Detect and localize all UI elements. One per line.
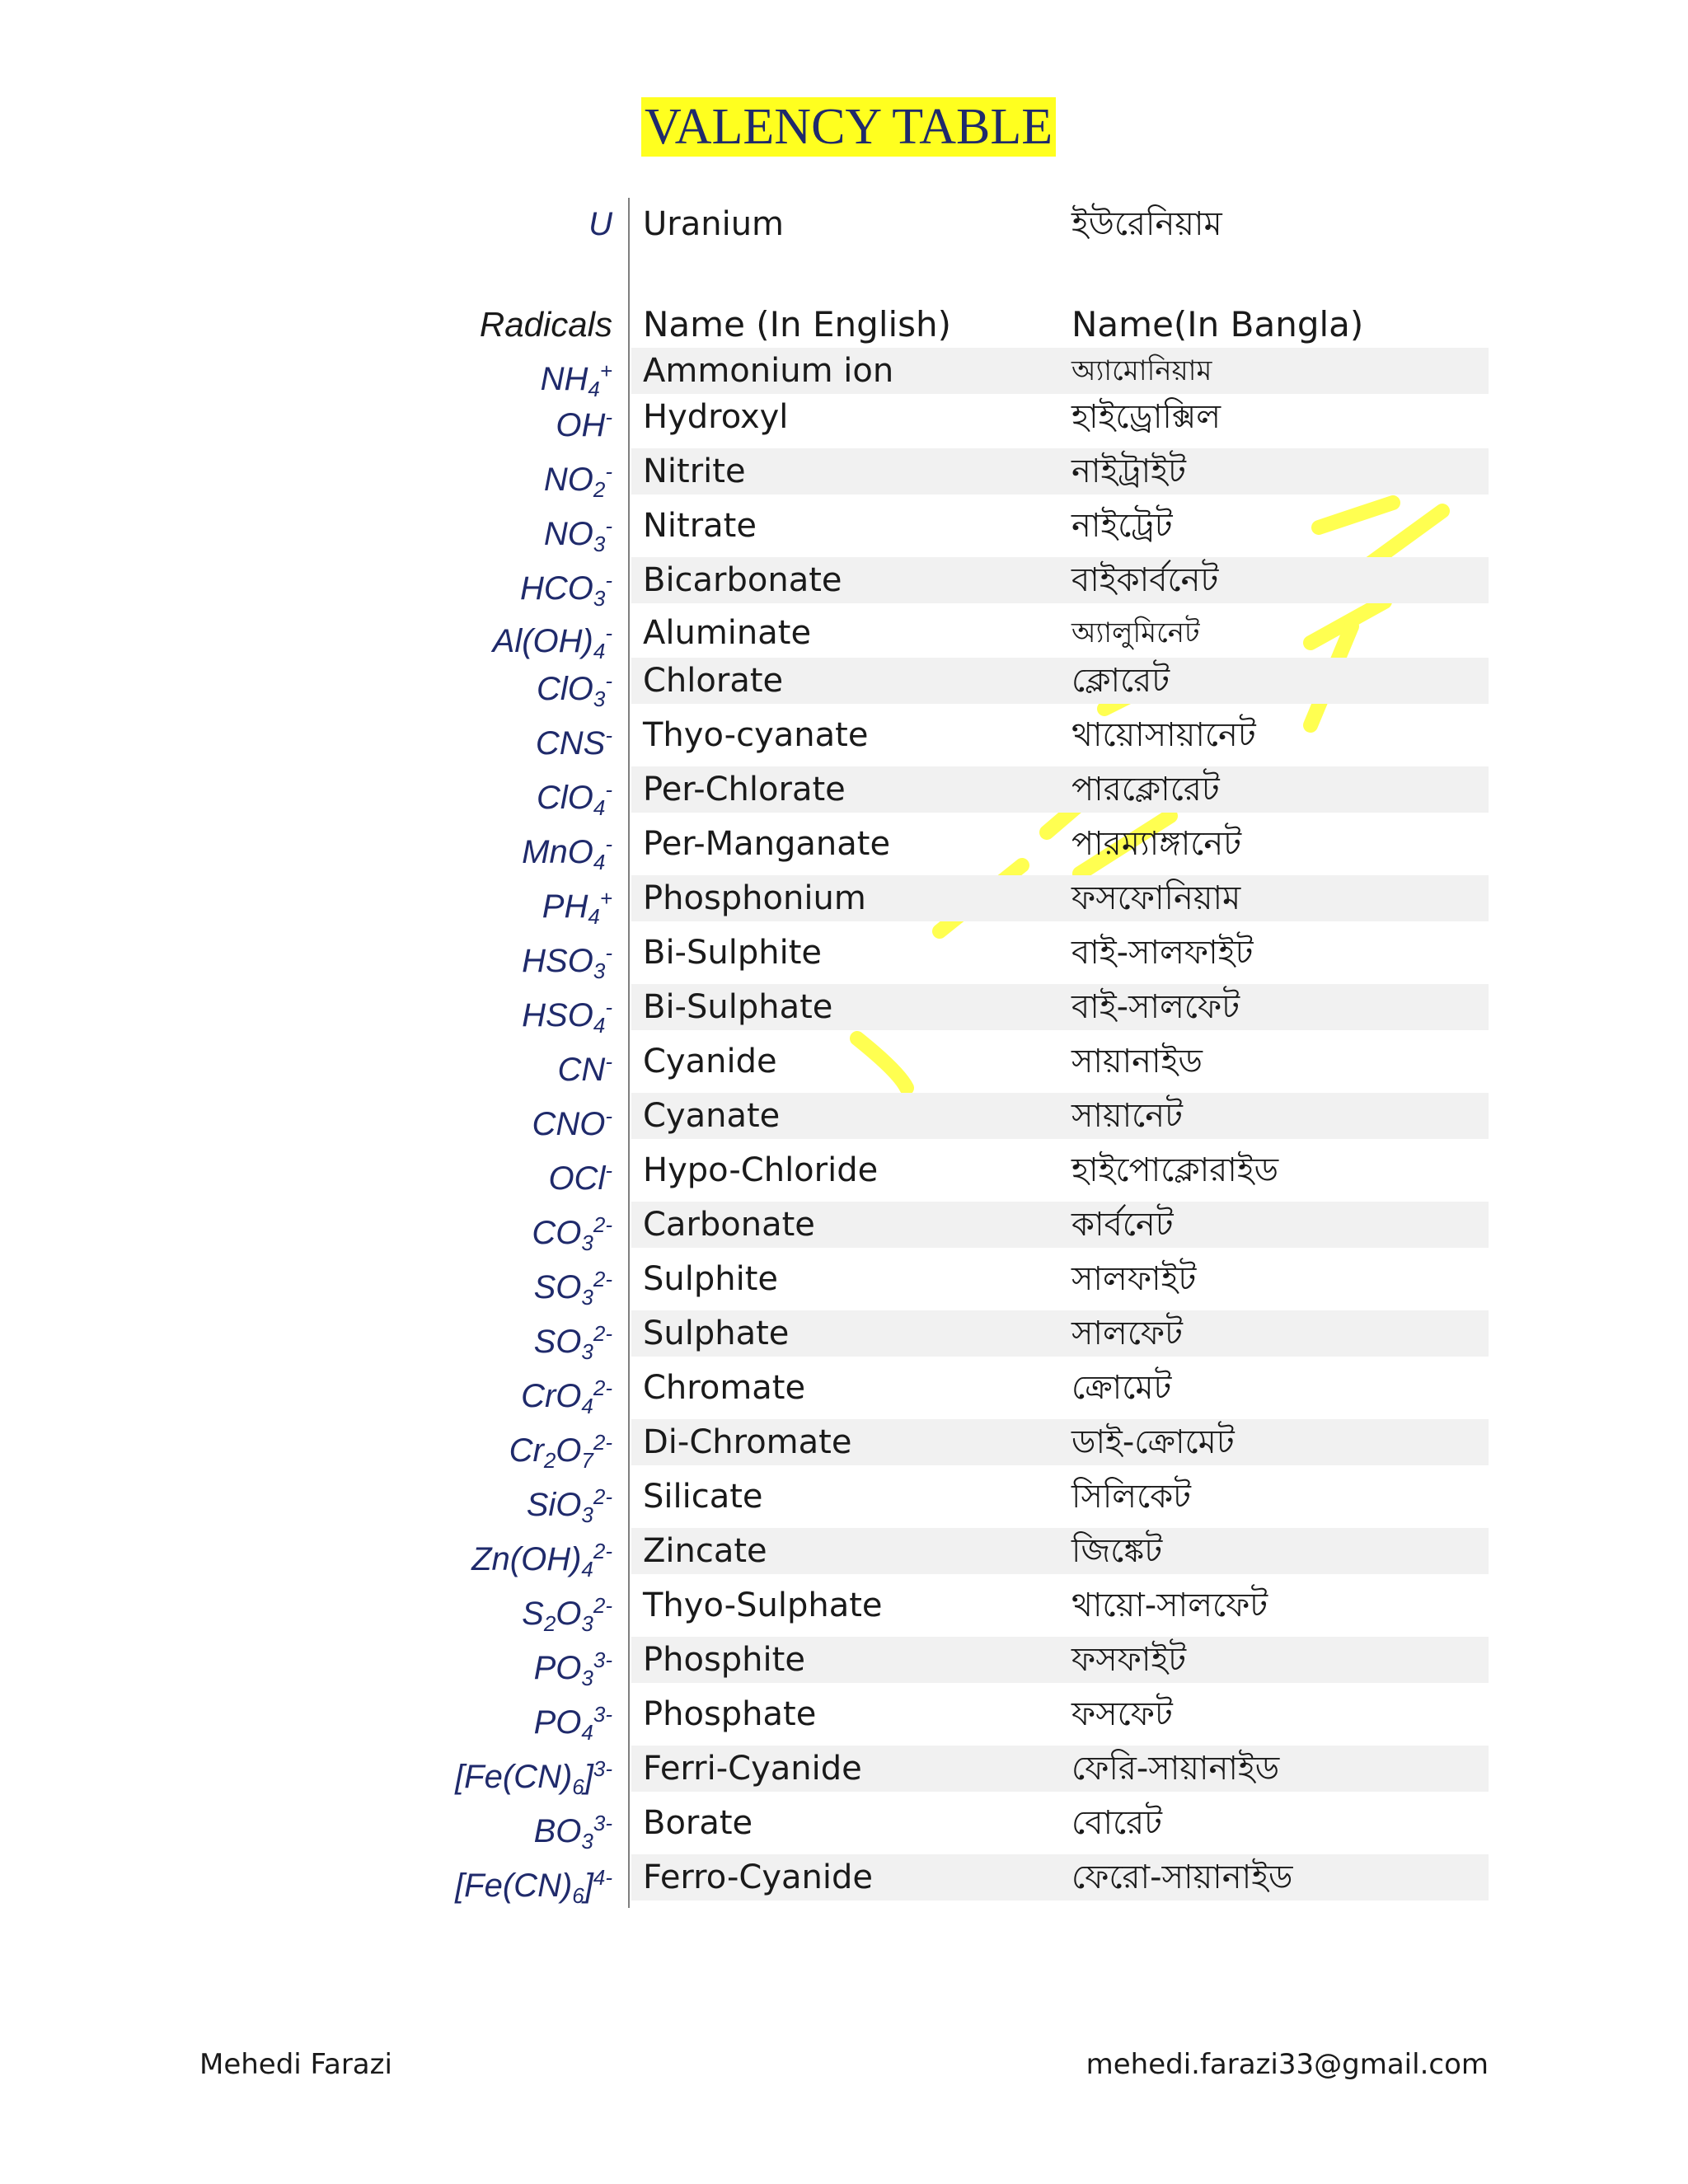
radical-formula (521, 1365, 612, 1418)
english-name: Nitrate (643, 507, 757, 545)
english-name: Per-Chlorate (643, 771, 846, 808)
bangla-name: ফসফেট (1071, 1695, 1173, 1733)
bangla-name: অ্যামোনিয়াম (1071, 354, 1212, 387)
formula-sub: 6 (572, 1883, 584, 1908)
english-name: Chromate (643, 1369, 806, 1407)
formula-base: S (522, 1596, 544, 1632)
radical-formula (455, 1746, 612, 1799)
radical-formula (519, 557, 612, 611)
table-row (0, 610, 1688, 664)
radical-formula (492, 610, 612, 663)
radical-formula (533, 1256, 612, 1310)
bangla-name: সিলিকেট (1071, 1478, 1191, 1516)
formula-sub: 4 (593, 1013, 606, 1038)
table-row (0, 1202, 1688, 1256)
formula-sup: - (605, 1049, 612, 1074)
table-row (0, 448, 1688, 503)
formula-base2: ] (584, 1868, 593, 1904)
english-name: Aluminate (643, 614, 812, 652)
english-name: Di-Chromate (643, 1423, 852, 1461)
formula-sub: 3 (593, 958, 606, 983)
radical-formula (471, 1528, 612, 1582)
radical-formula (543, 448, 612, 502)
english-name: Hypo-Chloride (643, 1151, 879, 1189)
english-name: Hydroxyl (643, 398, 789, 436)
formula-sup: 2- (593, 1539, 612, 1563)
formula-base: PO (533, 1650, 582, 1686)
english-name: Phosphate (643, 1695, 817, 1733)
english-name: Phosphite (643, 1641, 805, 1679)
bangla-name: জিঙ্কেট (1071, 1532, 1163, 1570)
row-background (631, 503, 1489, 549)
formula-base: NO (543, 462, 593, 498)
radical-formula (543, 503, 612, 556)
table-row (0, 1419, 1688, 1474)
english-name: Phosphonium (643, 879, 866, 917)
formula-sup: - (605, 568, 612, 593)
english-name: Bicarbonate (643, 561, 842, 599)
formula-base2: O (556, 1432, 582, 1469)
formula-sub: 2 (593, 477, 606, 502)
formula-sup: 2- (593, 1376, 612, 1400)
formula-base: BO (533, 1813, 582, 1849)
table-row (0, 1582, 1688, 1637)
page-title: VALENCY TABLE (641, 97, 1056, 157)
radical-formula (526, 1474, 612, 1527)
english-name: Ammonium ion (643, 352, 894, 390)
table-row (0, 658, 1688, 712)
bangla-name: কার্বনেট (1071, 1206, 1174, 1244)
row-background (631, 1800, 1489, 1846)
formula-sup: 3- (593, 1756, 612, 1781)
formula-sup: - (605, 777, 612, 802)
formula-sub: 3 (593, 586, 606, 611)
english-name: Bi-Sulphate (643, 988, 833, 1026)
english-name: Ferri-Cyanide (643, 1750, 862, 1788)
english-name: Cyanate (643, 1097, 781, 1135)
bangla-name: সালফেট (1071, 1315, 1183, 1352)
formula-sup: + (599, 359, 612, 383)
bangla-name: ফসফোনিয়াম (1071, 879, 1241, 917)
table-row (0, 1800, 1688, 1854)
formula-sub: 3 (593, 687, 606, 711)
english-name: Borate (643, 1804, 753, 1842)
formula-sup: 3- (593, 1647, 612, 1672)
radical-formula (532, 1093, 612, 1142)
bangla-name: থায়োসায়ানেট (1071, 716, 1256, 754)
formula-sup: - (605, 995, 612, 1019)
bangla-name: বাইকার্বনেট (1071, 561, 1219, 599)
header-radicals: Radicals (479, 305, 612, 344)
formula-sup: 2- (593, 1321, 612, 1346)
table-row (0, 1691, 1688, 1746)
formula-base: HSO (522, 943, 593, 979)
radical-formula (548, 1147, 612, 1197)
formula-base: HCO (519, 570, 593, 607)
formula-sup: - (605, 832, 612, 856)
bangla-name: পারম্যাঙ্গানেট (1071, 825, 1242, 863)
english-name: Bi-Sulphite (643, 934, 822, 972)
formula-sub: 2 (543, 1448, 556, 1473)
formula-base: Zn(OH) (471, 1541, 582, 1577)
footer-email: mehedi.farazi33@gmail.com (1085, 2048, 1489, 2081)
table-row (0, 394, 1688, 448)
table-row (0, 766, 1688, 821)
formula-sup: - (605, 513, 612, 538)
formula-base2: ] (584, 1759, 593, 1795)
formula-sub: 6 (572, 1774, 584, 1799)
formula-base: [Fe(CN) (455, 1868, 573, 1904)
table-row (0, 503, 1688, 557)
table-row (0, 1854, 1688, 1909)
table-row (0, 557, 1688, 612)
radical-formula (522, 984, 612, 1038)
formula-sub: 4 (581, 1557, 593, 1582)
formula-base: ClO (536, 780, 593, 816)
formula-base: NH (540, 361, 588, 397)
english-name: Nitrite (643, 452, 746, 490)
radical-formula (532, 1202, 612, 1255)
english-name: Zincate (643, 1532, 767, 1570)
formula-base: Cr (509, 1432, 544, 1469)
english-name: Chlorate (643, 662, 784, 700)
formula-sup: 2- (593, 1430, 612, 1455)
radical-formula (533, 1800, 612, 1854)
formula-sup: 2- (593, 1212, 612, 1237)
bangla-name: সায়ানাইড (1071, 1043, 1203, 1080)
symbol-cell: U (588, 206, 612, 242)
formula-sub: 4 (588, 377, 600, 401)
table-row (0, 1147, 1688, 1202)
english-name: Carbonate (643, 1206, 815, 1244)
formula-sub: 3 (581, 1285, 593, 1310)
bangla-name: নাইট্রেট (1071, 507, 1173, 545)
footer-author: Mehedi Farazi (199, 2048, 392, 2081)
radical-formula (455, 1854, 612, 1908)
formula-sup: 2- (593, 1593, 612, 1618)
formula-base: CN (557, 1052, 606, 1088)
bangla-name: পারক্লোরেট (1071, 771, 1220, 808)
header-bangla: Name(In Bangla) (1071, 304, 1364, 344)
formula-sup: - (605, 1158, 612, 1183)
formula-base2: O (556, 1596, 582, 1632)
bangla-name: সায়ানেট (1071, 1097, 1183, 1135)
formula-sup: + (599, 886, 612, 911)
formula-sup: - (605, 405, 612, 429)
formula-base: CrO (521, 1378, 582, 1414)
formula-base: SO (533, 1269, 582, 1305)
bangla-name: বাই-সালফাইট (1071, 934, 1254, 972)
formula-sub: 2 (543, 1611, 556, 1636)
formula-sub2: 7 (581, 1448, 593, 1473)
bangla-name: বাই-সালফেট (1071, 988, 1240, 1026)
formula-sup: 3- (593, 1811, 612, 1835)
formula-base: OH (556, 407, 606, 443)
formula-base: OCl (548, 1160, 606, 1197)
english-name: Cyanide (643, 1043, 777, 1080)
bangla-name: ক্রোমেট (1071, 1369, 1172, 1407)
formula-sup: - (605, 723, 612, 748)
formula-sup: - (605, 940, 612, 965)
bangla-name: বোরেট (1071, 1804, 1162, 1842)
formula-sup: 2- (593, 1484, 612, 1509)
radical-formula (533, 1310, 612, 1364)
formula-sup: 4- (593, 1865, 612, 1890)
radical-formula (509, 1419, 612, 1473)
table-row (0, 1637, 1688, 1691)
formula-sub: 4 (581, 1394, 593, 1418)
formula-sup: - (605, 459, 612, 484)
radical-formula (536, 658, 612, 711)
table-row (0, 984, 1688, 1038)
formula-sup: - (605, 1104, 612, 1128)
formula-base: MnO (522, 834, 593, 870)
uranium-row (0, 201, 1688, 255)
table-row (0, 1746, 1688, 1800)
formula-sub: 4 (593, 795, 606, 820)
bangla-name: থায়ো-সালফেট (1071, 1586, 1268, 1624)
radical-formula (522, 821, 612, 874)
radical-formula (557, 1038, 612, 1088)
formula-base: ClO (536, 671, 593, 707)
formula-sub: 4 (593, 850, 606, 874)
formula-base: CO (532, 1215, 582, 1251)
formula-base: PH (542, 888, 588, 925)
table-row (0, 1365, 1688, 1419)
formula-sup: 2- (593, 1267, 612, 1291)
bangla-name: ফেরি-সায়ানাইড (1071, 1750, 1280, 1788)
formula-sup: 3- (593, 1702, 612, 1727)
english-name: Per-Manganate (643, 825, 891, 863)
radical-formula (522, 930, 612, 983)
formula-base: HSO (522, 997, 593, 1033)
bangla-name: সালফাইট (1071, 1260, 1197, 1298)
bangla-name-cell: ইউরেনিয়াম (1071, 205, 1222, 243)
bangla-name: ফেরো-সায়ানাইড (1071, 1858, 1293, 1896)
formula-sub: 3 (581, 1502, 593, 1527)
row-background (631, 448, 1489, 494)
table-row (0, 930, 1688, 984)
english-name: Silicate (643, 1478, 763, 1516)
formula-sub: 4 (581, 1720, 593, 1745)
radical-formula (535, 712, 612, 762)
formula-sub: 3 (593, 532, 606, 556)
bangla-name: হাইপোক্লোরাইড (1071, 1151, 1279, 1189)
radical-formula (540, 348, 612, 401)
bangla-name: নাইট্রাইট (1071, 452, 1186, 490)
bangla-name: হাইড্রোক্সিল (1071, 398, 1221, 436)
table-row (0, 1474, 1688, 1528)
formula-sub: 4 (593, 639, 606, 663)
formula-base: Al(OH) (492, 623, 593, 659)
formula-base: CNO (532, 1106, 606, 1142)
radical-formula (522, 1582, 612, 1636)
formula-sub: 3 (581, 1666, 593, 1690)
english-name: Sulphate (643, 1315, 790, 1352)
radical-formula (542, 875, 612, 929)
table-row (0, 1038, 1688, 1093)
formula-sup: - (605, 668, 612, 693)
radical-formula (533, 1637, 612, 1690)
formula-base: CNS (535, 725, 606, 762)
table-row (0, 1310, 1688, 1365)
english-name-cell: Uranium (643, 205, 785, 243)
english-name: Thyo-Sulphate (643, 1586, 883, 1624)
formula-sub2: 3 (581, 1611, 593, 1636)
bangla-name: অ্যালুমিনেট (1071, 616, 1200, 649)
formula-sup: - (605, 621, 612, 645)
formula-base: NO (543, 516, 593, 552)
bangla-name: ক্লোরেট (1071, 662, 1170, 700)
english-name: Sulphite (643, 1260, 779, 1298)
bangla-name: ফসফাইট (1071, 1641, 1187, 1679)
radical-formula (536, 766, 612, 820)
formula-base: [Fe(CN) (455, 1759, 573, 1795)
radical-formula (533, 1691, 612, 1745)
table-row (0, 821, 1688, 875)
english-name: Ferro-Cyanide (643, 1858, 873, 1896)
header-english: Name (In English) (643, 304, 952, 344)
table-row (0, 875, 1688, 930)
english-name: Thyo-cyanate (643, 716, 869, 754)
table-row (0, 1093, 1688, 1147)
table-row (0, 712, 1688, 766)
table-row (0, 1528, 1688, 1582)
formula-sub: 4 (588, 904, 600, 929)
formula-base: PO (533, 1704, 582, 1741)
formula-base: SO (533, 1324, 582, 1360)
radical-formula (556, 394, 612, 443)
bangla-name: ডাই-ক্রোমেট (1071, 1423, 1235, 1461)
table-row (0, 1256, 1688, 1310)
formula-sub: 3 (581, 1230, 593, 1255)
formula-base: SiO (526, 1487, 582, 1523)
formula-sub: 3 (581, 1339, 593, 1364)
formula-sub: 3 (581, 1829, 593, 1854)
